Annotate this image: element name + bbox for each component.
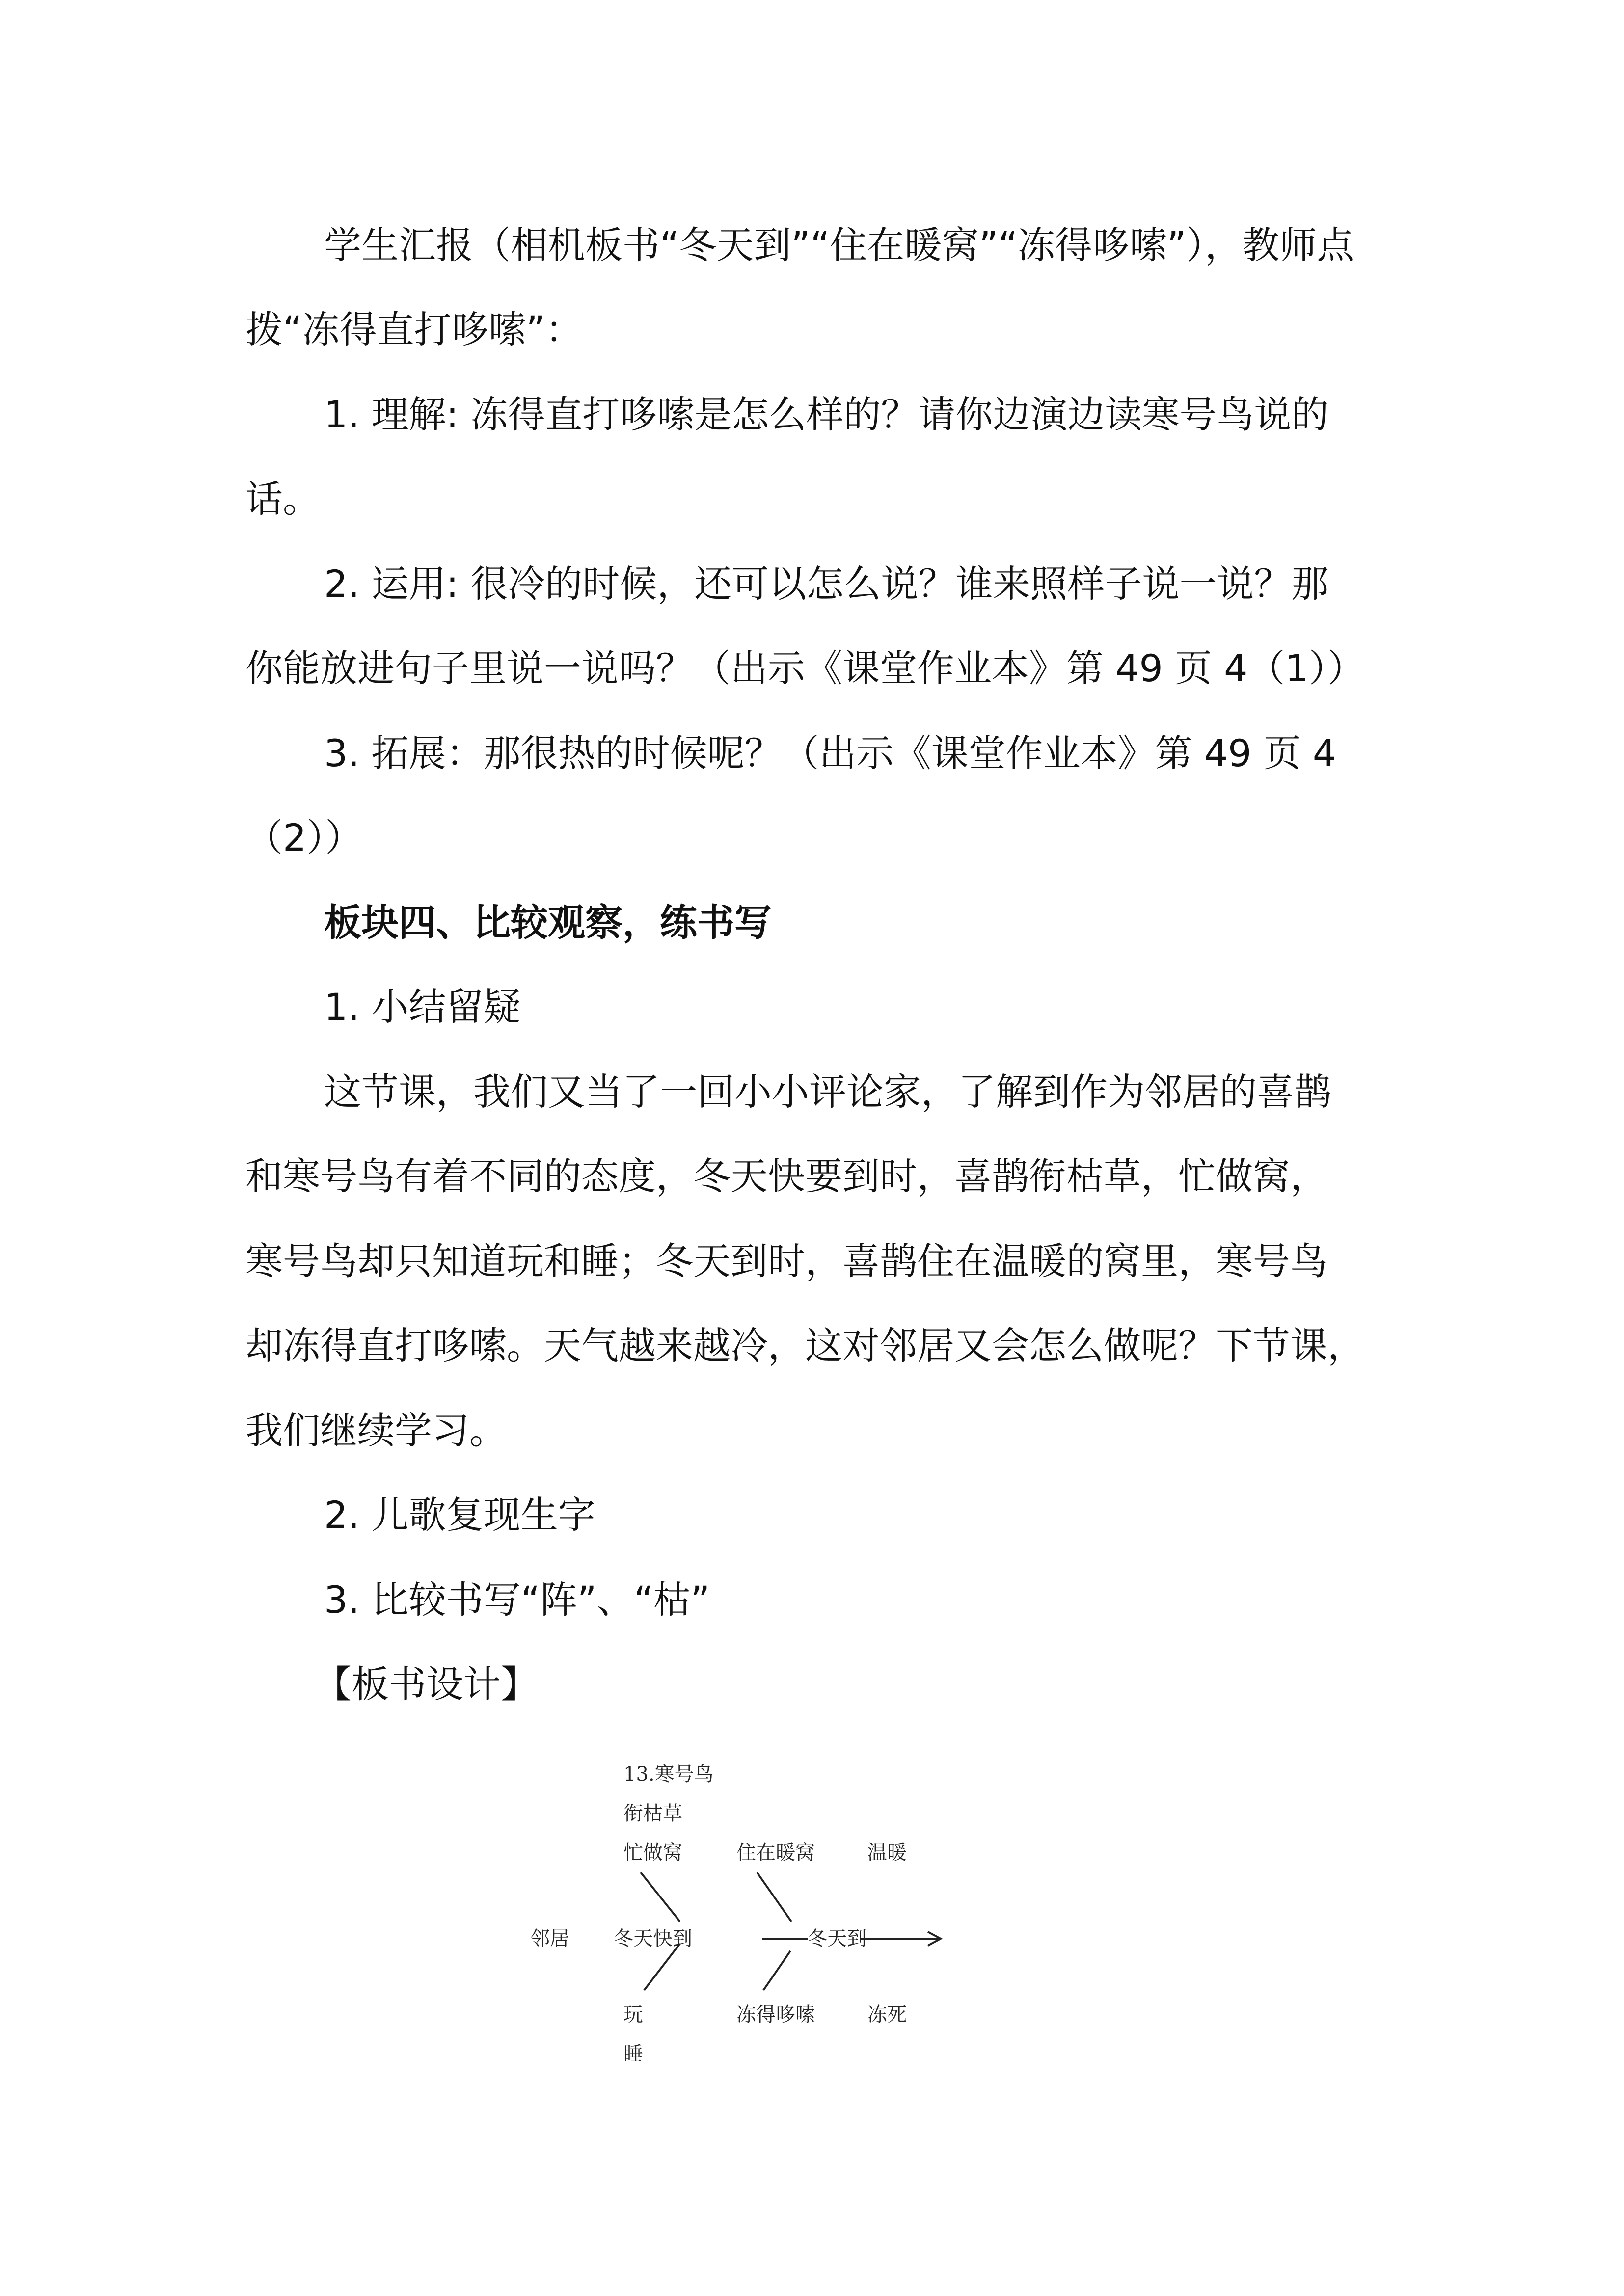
diagram-label: 温暖 — [867, 1842, 907, 1864]
diagram-label: 住在暖窝 — [736, 1842, 815, 1864]
list-item-line: 话。 — [245, 477, 320, 521]
paragraph-line: 和寒号鸟有着不同的态度，冬天快要到时，喜鹊衔枯草，忙做窝， — [245, 1154, 1327, 1198]
diagram-label: 玩 — [623, 2003, 643, 2026]
section-heading: 板块四、比较观察，练书写 — [324, 901, 772, 944]
lesson-label: 13.寒号鸟 — [623, 1763, 714, 1786]
diagram-label: 邻居 — [530, 1927, 569, 1950]
list-item-line: 3. 拓展：那很热的时候呢？（出示《课堂作业本》第 49 页 4 — [324, 731, 1337, 775]
diagram-label: 睡 — [623, 2043, 643, 2065]
paragraph-line: 这节课，我们又当了一回小小评论家，了解到作为邻居的喜鹊 — [324, 1070, 1331, 1114]
diagram-lines — [515, 1752, 957, 2076]
paragraph-line: 却冻得直打哆嗦。天气越来越冷，这对邻居又会怎么做呢？下节课， — [245, 1324, 1365, 1367]
list-item-line: 1. 理解: 冻得直打哆嗦是怎么样的？请你边演边读寒号鸟说的 — [324, 393, 1329, 436]
subheading: 3. 比较书写“阵”、“枯” — [324, 1578, 710, 1622]
diagram-label: 冻死 — [867, 2003, 907, 2026]
subheading: 1. 小结留疑 — [324, 985, 521, 1029]
diagram-label: 冻得哆嗦 — [736, 2003, 815, 2026]
diagram-label: 衔枯草 — [623, 1802, 682, 1825]
diagram-label: 冬天快到 — [614, 1927, 692, 1950]
paragraph-line: 寒号鸟却只知道玩和睡；冬天到时，喜鹊住在温暖的窝里，寒号鸟 — [245, 1239, 1327, 1283]
board-design-diagram — [515, 1752, 957, 2076]
list-item-line: （2）） — [245, 816, 363, 859]
paragraph-line: 我们继续学习。 — [245, 1409, 507, 1452]
board-design-title: 【板书设计】 — [314, 1662, 538, 1706]
paragraph-line: 学生汇报（相机板书“冬天到”“住在暖窝”“冻得哆嗦”），教师点 — [324, 223, 1354, 267]
connector-line — [757, 1872, 791, 1922]
list-item-line: 你能放进句子里说一说吗？（出示《课堂作业本》第 49 页 4（1）） — [245, 646, 1365, 690]
connector-line — [763, 1951, 790, 1990]
list-item-line: 2. 运用: 很冷的时候，还可以怎么说？谁来照样子说一说？那 — [324, 562, 1329, 606]
diagram-label: 忙做窝 — [623, 1842, 682, 1864]
connector-line — [641, 1872, 680, 1922]
subheading: 2. 儿歌复现生字 — [324, 1493, 595, 1537]
diagram-label: 冬天到 — [808, 1927, 866, 1950]
paragraph-line: 拨“冻得直打哆嗦”： — [245, 308, 583, 351]
